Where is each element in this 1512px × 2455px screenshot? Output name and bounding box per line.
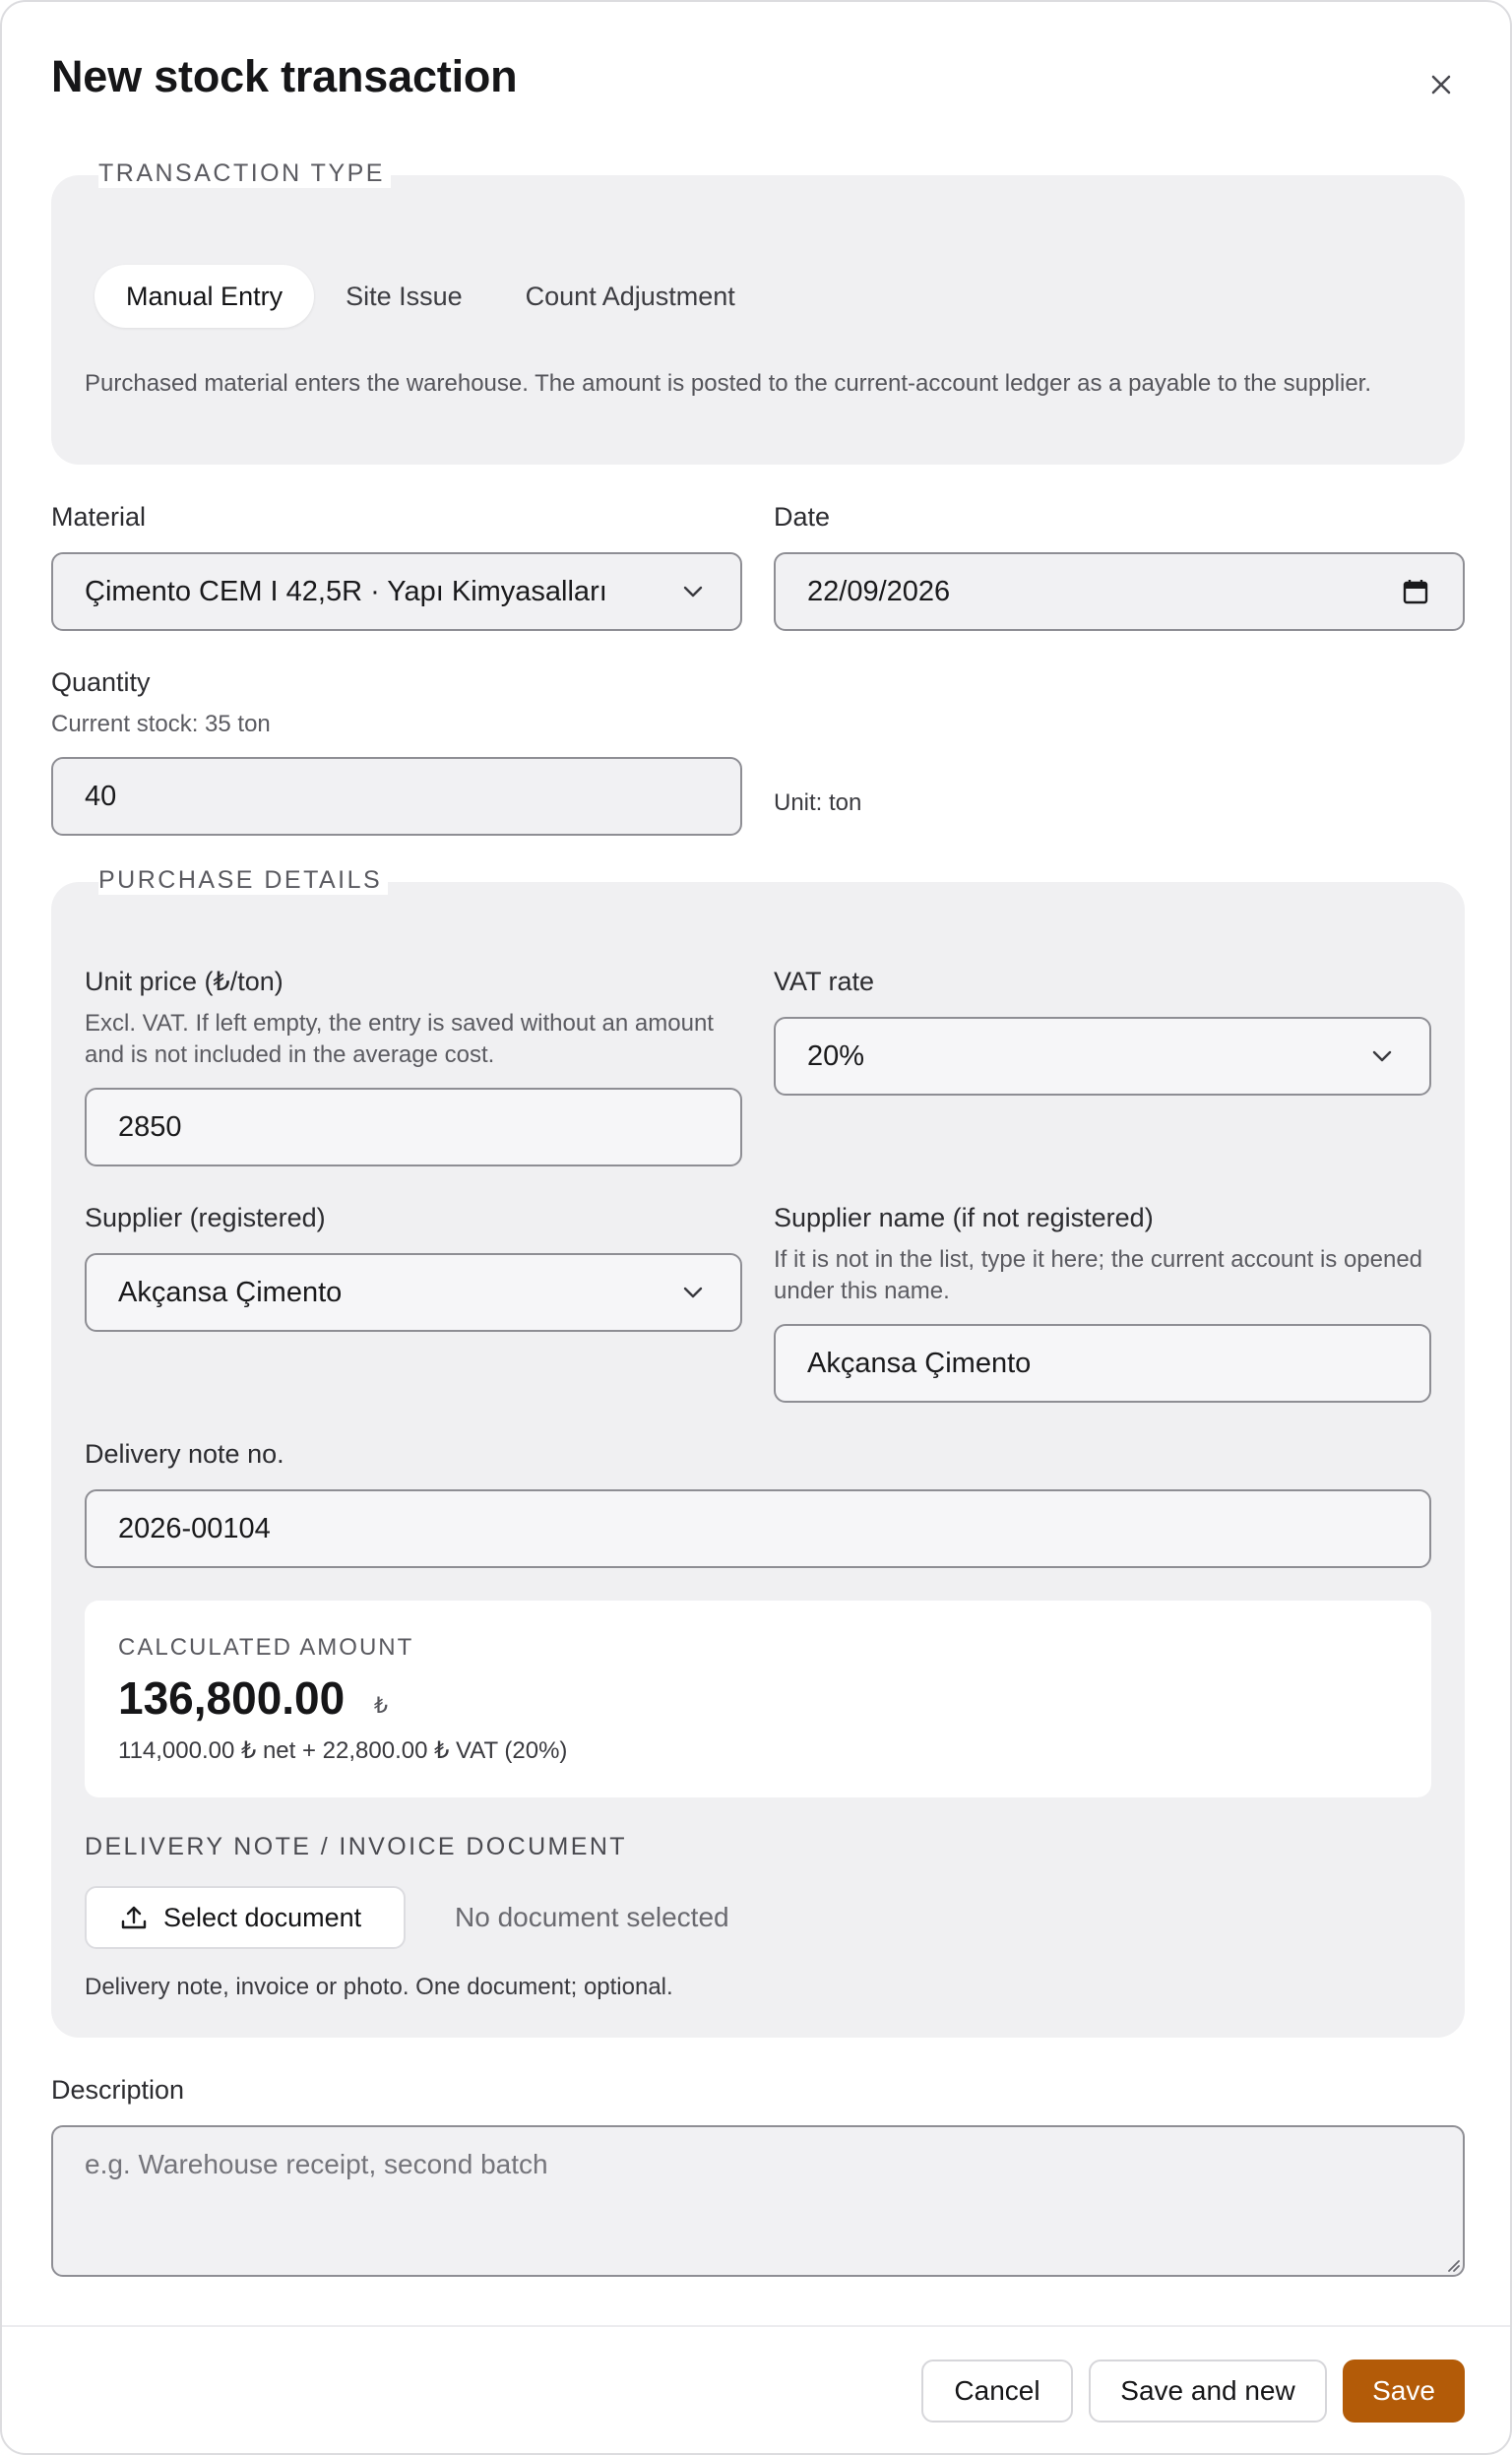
purchase-details-legend: PURCHASE DETAILS: [98, 866, 388, 895]
resize-handle-icon[interactable]: [1443, 2255, 1461, 2273]
supplier-label: Supplier (registered): [85, 1203, 326, 1232]
close-icon: [1429, 73, 1453, 96]
unit-price-label: Unit price (₺/ton): [85, 967, 284, 996]
description-label: Description: [51, 2075, 185, 2105]
transaction-type-tabs: [94, 265, 767, 328]
description-placeholder: e.g. Warehouse receipt, second batch: [85, 2149, 548, 2179]
vat-rate-select[interactable]: [774, 1017, 1431, 1096]
quantity-label: Quantity: [51, 667, 151, 697]
date-input[interactable]: [774, 552, 1465, 631]
supplier-select[interactable]: [85, 1253, 742, 1332]
calculated-amount-breakdown: 114,000.00 ₺ net + 22,800.00 ₺ VAT (20%): [118, 1737, 568, 1764]
delivery-note-value: 2026-00104: [118, 1512, 271, 1544]
upload-icon: [120, 1904, 148, 1931]
unit-price-help: Excl. VAT. If left empty, the entry is saved without an amount and is not included in the average cost.: [85, 1010, 714, 1068]
select-document-button[interactable]: [85, 1886, 406, 1949]
cancel-button[interactable]: Cancel: [921, 2360, 1073, 2423]
unit-text: Unit: ton: [774, 789, 862, 816]
material-value: Çimento CEM I 42,5R · Yapı Kimyasalları: [85, 575, 607, 607]
calculated-amount-currency: ₺: [374, 1693, 388, 1718]
document-status: No document selected: [455, 1902, 729, 1932]
unit-price-value: 2850: [118, 1110, 182, 1143]
supplier-name-input[interactable]: [774, 1324, 1431, 1403]
quantity-value: 40: [85, 780, 117, 812]
description-textarea[interactable]: [51, 2125, 1465, 2277]
document-help: Delivery note, invoice or photo. One document; optional.: [85, 1974, 673, 2000]
select-document-label: Select document: [163, 1902, 362, 1932]
material-select[interactable]: [51, 552, 742, 631]
supplier-name-value: Akçansa Çimento: [807, 1347, 1032, 1379]
delivery-note-label: Delivery note no.: [85, 1439, 284, 1469]
save-and-new-button[interactable]: Save and new: [1089, 2360, 1327, 2423]
date-value: 22/09/2026: [807, 575, 951, 607]
transaction-type-legend: TRANSACTION TYPE: [98, 159, 391, 188]
delivery-note-input[interactable]: [85, 1489, 1431, 1568]
transaction-type-help: Purchased material enters the warehouse. The amount is posted to the current-account ledger as a payable to the supplier.: [85, 370, 1372, 397]
chevron-down-icon: [1366, 1040, 1398, 1072]
chevron-down-icon: [677, 576, 709, 607]
save-button[interactable]: Save: [1343, 2360, 1465, 2423]
calculated-amount-heading: CALCULATED AMOUNT: [118, 1634, 414, 1661]
footer-divider: [2, 2325, 1512, 2327]
tab-count-adjustment[interactable]: Count Adjustment: [525, 281, 735, 311]
supplier-name-label: Supplier name (if not registered): [774, 1203, 1154, 1232]
calendar-icon[interactable]: [1400, 576, 1431, 607]
unit-price-input[interactable]: [85, 1088, 742, 1166]
tab-site-issue[interactable]: Site Issue: [346, 281, 463, 311]
material-label: Material: [51, 502, 147, 532]
vat-rate-label: VAT rate: [774, 967, 875, 996]
supplier-name-help: If it is not in the list, type it here; the current account is opened under this name.: [774, 1246, 1423, 1304]
tab-manual-entry[interactable]: Manual Entry: [94, 265, 314, 328]
quantity-input[interactable]: [51, 757, 742, 836]
date-label: Date: [774, 502, 831, 532]
document-heading: DELIVERY NOTE / INVOICE DOCUMENT: [85, 1833, 627, 1860]
close-button[interactable]: [1419, 63, 1463, 106]
calculated-amount-card: [85, 1601, 1431, 1797]
current-stock-text: Current stock: 35 ton: [51, 711, 271, 737]
supplier-value: Akçansa Çimento: [118, 1276, 343, 1308]
vat-rate-value: 20%: [807, 1039, 865, 1072]
dialog-title: New stock transaction: [51, 51, 518, 101]
calculated-amount-value: 136,800.00: [118, 1672, 346, 1724]
chevron-down-icon: [677, 1277, 709, 1308]
